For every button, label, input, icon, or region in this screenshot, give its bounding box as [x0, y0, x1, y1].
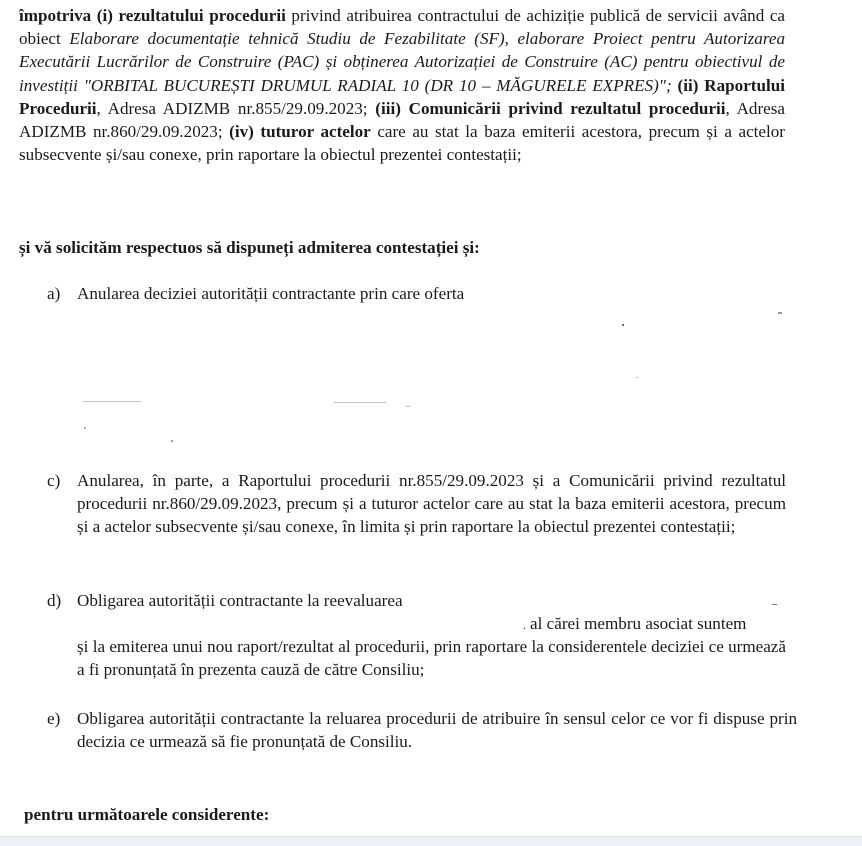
scan-speck	[405, 406, 411, 407]
intro-bold-3: (iii) Comunicării privind rezultatul procedurii	[375, 98, 726, 118]
list-item-text: Obligarea autorității contractante la reluarea procedurii de atribuire în sensul celor ce vor fi dispuse prin decizia ce urmează să fie pronunțată de Consiliu.	[77, 709, 797, 752]
intro-paragraph	[19, 4, 785, 166]
list-item-text: Obligarea autorității contractante la reevaluarea	[77, 591, 403, 610]
intro-bold-4: (iv) tuturor actelor	[229, 122, 371, 142]
list-item-letter: d)	[47, 591, 62, 610]
list-item-d	[0, 589, 862, 689]
intro-text-2: , Adresa ADIZMB nr.855/29.09.2023;	[96, 98, 376, 118]
intro-italic-object: Elaborare documentație tehnică Studiu de Fezabilitate (SF), elaborare Proiect pentru Autorizarea Executării Lucrărilor de Construire (PAC) și obținerea Autorizației de Construire (AC) pentru obiectivul de investiții "ORBITAL BUCUREȘTI DRUMUL RADIAL 10 (DR 10 – MĂGURELE EXPRES)";	[19, 29, 785, 95]
intro-text-3: , Adresa ADIZMB nr.860/29.09.2023;	[19, 98, 785, 142]
intro-text-4: care au stat la baza emiterii acestora, precum și a actelor subsecvente și/sau conexe, prin raportare la obiectul prezentei contestații;	[19, 122, 785, 165]
list-item-letter: e)	[47, 709, 61, 728]
scan-speck	[772, 604, 777, 605]
list-item-text: Anularea deciziei autorității contractante prin care oferta	[77, 284, 465, 303]
scan-speck	[778, 312, 782, 314]
intro-text-1: privind atribuirea contractului de achiziție publică de servicii având ca obiect	[19, 6, 786, 49]
intro-bold-1: împotriva (i) rezultatului procedurii	[19, 6, 286, 25]
list-item-text: al cărei membru asociat suntem	[530, 614, 747, 633]
list-item-text: și la emiterea unui nou raport/rezultat al procedurii, prin raportare la considerentele deciziei ce urmează a fi pronunțată în prezenta cauză de către Consiliu;	[77, 637, 786, 680]
conclusion-heading: pentru următoarele considerente:	[24, 805, 270, 824]
list-item-letter: a)	[47, 284, 61, 303]
list-item-text-continued: . al cărei membru asociat suntem	[523, 614, 747, 633]
scan-speck	[171, 440, 173, 442]
scan-speck	[82, 401, 142, 402]
request-heading: și vă solicităm respectuos să dispuneți admiterea contestației și:	[19, 238, 480, 257]
list-item-text: Anularea, în parte, a Raportului procedurii nr.855/29.09.2023 și a Comunicării privind rezultatul procedurii nr.860/29.09.2023, precum și a tuturor actelor care au stat la baza emiterii acestora, precum și a actelor subsecvente și/sau conexe, în limita și prin raportare la obiectul prezentei contestații;	[77, 471, 786, 537]
intro-bold-2: (ii) Raportului Procedurii	[19, 75, 785, 118]
list-item-letter: c)	[47, 471, 61, 490]
scan-speck	[334, 402, 386, 403]
scan-speck	[622, 324, 624, 326]
scan-speck	[84, 427, 86, 429]
scan-speck	[636, 377, 638, 378]
